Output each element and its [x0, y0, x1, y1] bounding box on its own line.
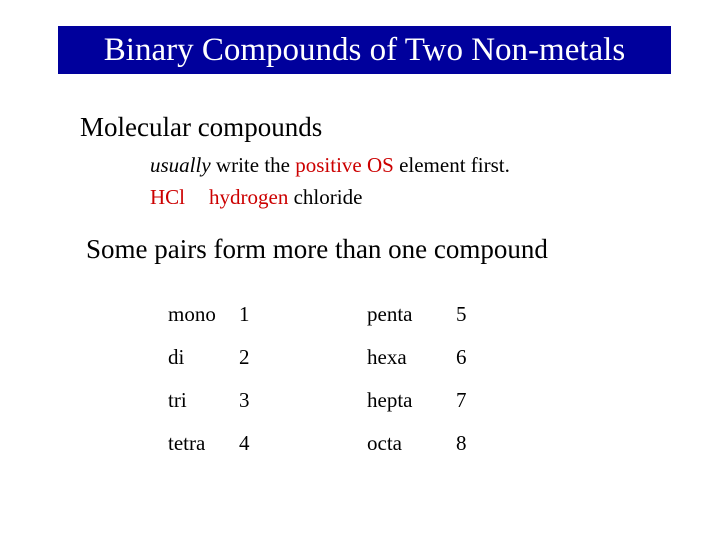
- prefix-number-octa: 8: [456, 431, 467, 455]
- prefix-penta: penta: [367, 302, 413, 326]
- rule-emphasis: usually: [150, 153, 211, 177]
- prefix-number-di: 2: [239, 345, 250, 369]
- prefix-tetra: tetra: [168, 431, 206, 455]
- prefix-number-penta: 5: [456, 302, 467, 326]
- rule-text-a: write the: [210, 153, 296, 177]
- prefix-mono: mono: [168, 302, 216, 326]
- pairs-heading: Some pairs form more than one compound: [86, 234, 548, 264]
- prefix-tri: tri: [168, 388, 187, 412]
- example-name-highlight: hydrogen: [209, 185, 289, 209]
- example-formula: HCl: [150, 185, 186, 209]
- prefix-hepta: hepta: [367, 388, 413, 412]
- slide-title: Binary Compounds of Two Non-metals: [58, 26, 671, 74]
- prefix-di: di: [168, 345, 185, 369]
- prefix-octa: octa: [367, 431, 402, 455]
- prefix-number-hexa: 6: [456, 345, 467, 369]
- prefix-number-hepta: 7: [456, 388, 467, 412]
- rule-text-b: element first.: [393, 153, 510, 177]
- example-line: [150, 185, 362, 210]
- prefix-number-tetra: 4: [239, 431, 250, 455]
- rule-highlight: positive OS: [295, 153, 394, 177]
- prefix-number-mono: 1: [239, 302, 250, 326]
- example-name-rest: chloride: [288, 185, 363, 209]
- rule-line: [150, 153, 510, 178]
- molecular-compounds-heading: Molecular compounds: [80, 112, 323, 142]
- prefix-hexa: hexa: [367, 345, 407, 369]
- prefix-number-tri: 3: [239, 388, 250, 412]
